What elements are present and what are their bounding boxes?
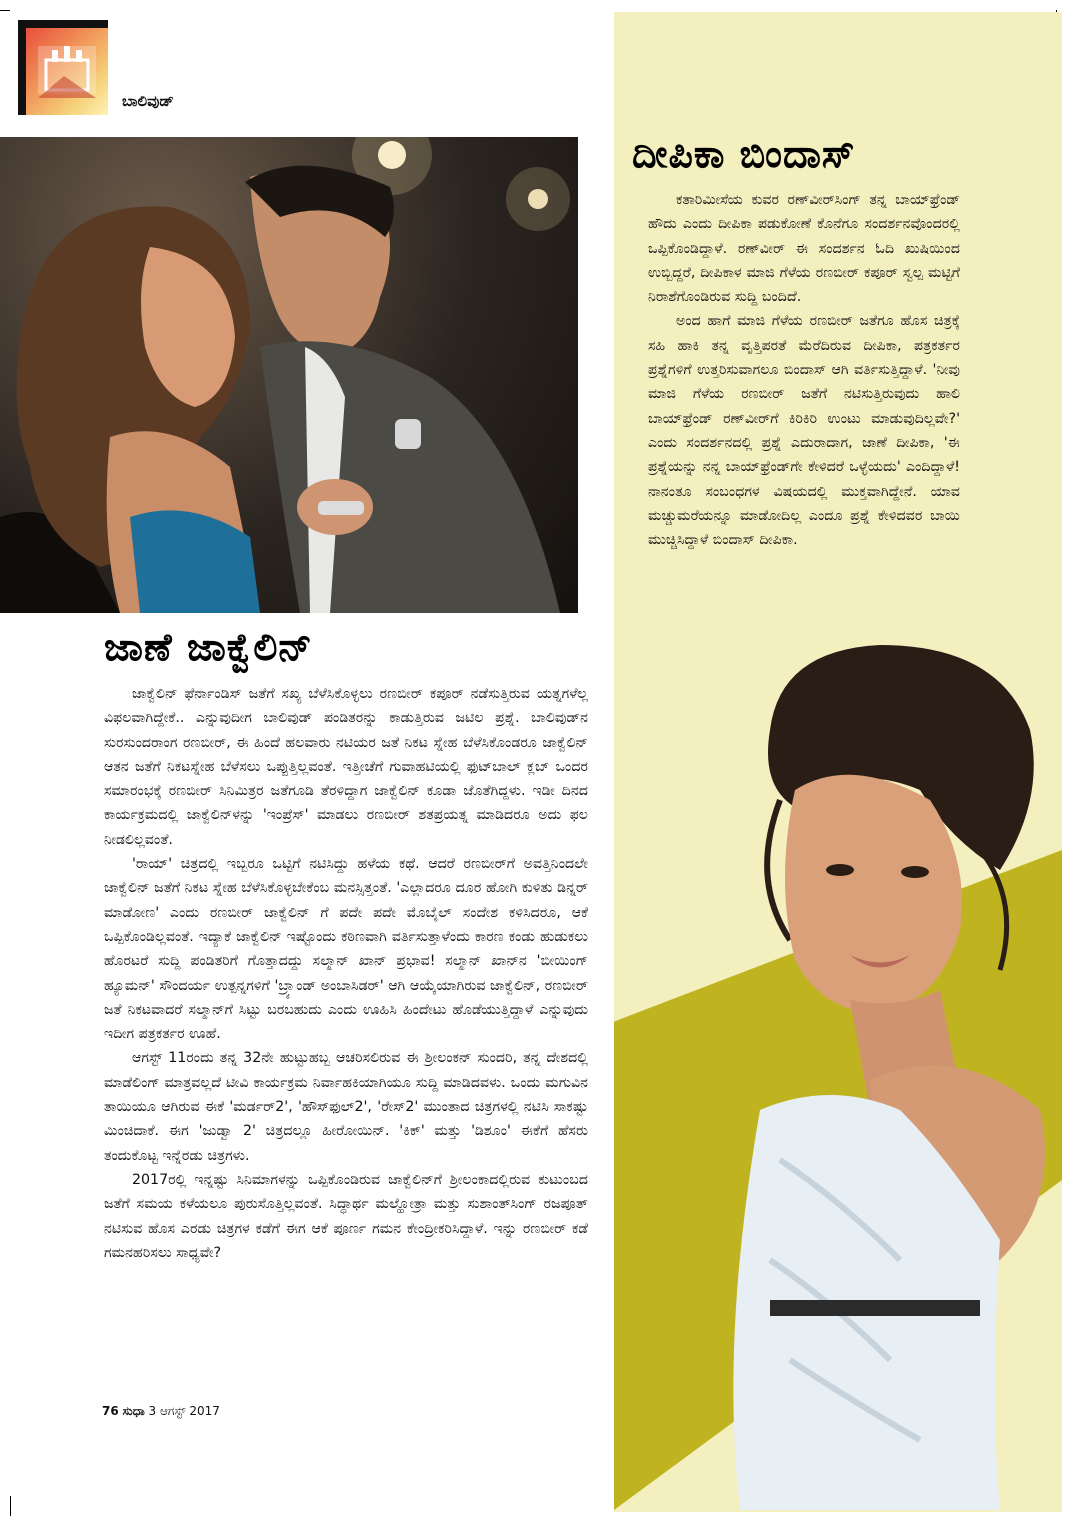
section-label: ಬಾಲಿವುಡ್ [122,92,174,110]
page-footer [102,1404,220,1419]
article-paragraph: ಆಗಸ್ಟ್ 11ರಂದು ತನ್ನ 32ನೇ ಹುಟ್ಟುಹಬ್ಬ ಆಚರಿಸಲಿರುವ ಈ ಶ್ರೀಲಂಕನ್ ಸುಂದರಿ, ತನ್ನ ದೇಶದಲ್ಲಿ ಮಾಡೆಲಿಂಗ್ ಮಾತ್ರವಲ್ಲದೆ ಟೀವಿ ಕಾರ್ಯಕ್ರಮ ನಿರ್ವಾಹಕಿಯಾಗಿಯೂ ಸುದ್ದಿ ಮಾಡಿದವಳು. ಒಂದು ಮಗುವಿನ ತಾಯಿಯೂ ಆಗಿರುವ ಈಕೆ 'ಮರ್ಡರ್2', 'ಹೌಸ್‌ಫುಲ್2', 'ರೇಸ್2' ಮುಂತಾದ ಚಿತ್ರಗಳಲ್ಲಿ ನಟಿಸಿ ಸಾಕಷ್ಟು ಮಿಂಚಿದಾಕೆ. ಈಗ 'ಜುಡ್ವಾ 2' ಚಿತ್ರದಲ್ಲೂ ಹೀರೋಯಿನ್. 'ಕಿಕ್' ಮತ್ತು 'ಡಿಶೂಂ' ಈಕೆಗೆ ಹೆಸರು ತಂದುಕೊಟ್ಟ ಇನ್ನೆರಡು ಚಿತ್ರಗಳು. [104,1050,588,1164]
article-paragraph: ಕತಾರಿಮೀಸೆಯ ಕುವರ ರಣ್‌ವೀರ್‌ಸಿಂಗ್ ತನ್ನ ಬಾಯ್‌ಫ್ರೆಂಡ್ ಹೌದು ಎಂದು ದೀಪಿಕಾ ಪಡುಕೋಣೆ ಕೊನೆಗೂ ಸಂದರ್ಶನವೊಂದರಲ್ಲಿ ಒಪ್ಪಿಕೊಂಡಿದ್ದಾಳೆ. ರಣ್‌ವೀರ್ ಈ ಸಂದರ್ಶನ ಓದಿ ಖುಷಿಯಿಂದ ಉಬ್ಬಿದ್ದರೆ, ದೀಪಿಕಾಳ ಮಾಜಿ ಗೆಳೆಯ ರಣಬೀರ್ ಕಪೂರ್ ಸ್ವಲ್ಪ ಮಟ್ಟಿಗೆ ನಿರಾಶೆಗೊಂಡಿರುವ ಸುದ್ದಿ ಬಂದಿದೆ. [648,192,960,306]
actress-portrait-photo [700,640,1062,1510]
crop-mark-bottom-left [10,1496,11,1516]
crop-mark-top-left [0,10,10,11]
couple-dancing-photo [0,137,578,613]
magazine-name: ಸುಧಾ [122,1404,145,1418]
article-paragraph: ಜಾಕ್ವೆಲಿನ್ ಫೆರ್ನಾಂಡಿಸ್ ಜತೆಗೆ ಸಖ್ಯ ಬೆಳೆಸಿಕೊಳ್ಳಲು ರಣಬೀರ್ ಕಪೂರ್ ನಡೆಸುತ್ತಿರುವ ಯತ್ನಗಳೆಲ್ಲ ವಿಫಲವಾಗಿದ್ದೇಕೆ.. ಎನ್ನುವುದೀಗ ಬಾಲಿವುಡ್ ಪಂಡಿತರನ್ನು ಕಾಡುತ್ತಿರುವ ಜಟಿಲ ಪ್ರಶ್ನೆ. ಬಾಲಿವುಡ್‌ನ ಸುರಸುಂದರಾಂಗ ರಣಬೀರ್, ಈ ಹಿಂದೆ ಹಲವಾರು ನಟಿಯರ ಜತೆ ನಿಕಟ ಸ್ನೇಹ ಬೆಳೆಸಿಕೊಂಡರೂ ಜಾಕ್ವೆಲಿನ್ ಆತನ ಜತೆಗೆ ನಿಕಟಸ್ನೇಹ ಬೆಳೆಸಲು ಒಪ್ಪುತ್ತಿಲ್ಲವಂತೆ. ಇತ್ತೀಚೆಗೆ ಗುವಾಹಟಿಯಲ್ಲಿ ಫುಟ್‌ಬಾಲ್ ಕ್ಲಬ್ ಒಂದರ ಸಮಾರಂಭಕ್ಕೆ ರಣಬೀರ್ ಸಿನಿಮಿತ್ರರ ಜತೆಗೂಡಿ ತೆರಳಿದ್ದಾಗ ಜಾಕ್ವೆಲಿನ್ ಕೂಡಾ ಜೊತೆಗಿದ್ದಳು. ಇಡೀ ದಿನದ ಕಾರ್ಯಕ್ರಮದಲ್ಲಿ ಜಾಕ್ವೆಲಿನ್‌ಳನ್ನು 'ಇಂಪ್ರೆಸ್' ಮಾಡಲು ರಣಬೀರ್ ಶತಪ್ರಯತ್ನ ಮಾಡಿದರೂ ಅದು ಫಲ ನೀಡಲಿಲ್ಲವಂತೆ. [104,686,588,848]
article-paragraph: 'ರಾಯ್' ಚಿತ್ರದಲ್ಲಿ ಇಬ್ಬರೂ ಒಟ್ಟಿಗೆ ನಟಿಸಿದ್ದು ಹಳೆಯ ಕಥೆ. ಆದರೆ ರಣಬೀರ್‌ಗೆ ಅವತ್ತಿನಿಂದಲೇ ಜಾಕ್ವೆಲಿನ್ ಜತೆಗೆ ನಿಕಟ ಸ್ನೇಹ ಬೆಳೆಸಿಕೊಳ್ಳಬೇಕೆಂಬ ಮನಸ್ಸಿತ್ತಂತೆ. 'ಎಲ್ಲಾದರೂ ದೂರ ಹೋಗಿ ಕುಳಿತು ಡಿನ್ನರ್ ಮಾಡೋಣ' ಎಂದು ರಣಬೀರ್ ಜಾಕ್ವೆಲಿನ್ ಗೆ ಪದೇ ಪದೇ ಮೊಬೈಲ್ ಸಂದೇಶ ಕಳಿಸಿದರೂ, ಆಕೆ ಒಪ್ಪಿಕೊಂಡಿಲ್ಲವಂತೆ. ಇದ್ಯಾಕೆ ಜಾಕ್ವೆಲಿನ್ ಇಷ್ಟೊಂದು ಕಠಿಣವಾಗಿ ವರ್ತಿಸುತ್ತಾಳೆಂದು ಕಾರಣ ಕಂಡು ಹುಡುಕಲು ಹೊರಟರೆ ಸುದ್ದಿ ಪಂಡಿತರಿಗೆ ಗೊತ್ತಾದದ್ದು ಸಲ್ಮಾನ್ ಖಾನ್ ಪ್ರಭಾವ! ಸಲ್ಮಾನ್ ಖಾನ್‌ನ 'ಬೀಯಿಂಗ್ ಹ್ಯೂಮನ್' ಸೌಂದರ್ಯ ಉತ್ಪನ್ನಗಳಿಗೆ 'ಬ್ರ್ಯಾಂಡ್ ಅಂಬಾಸಿಡರ್' ಆಗಿ ಆಯ್ಕೆಯಾಗಿರುವ ಜಾಕ್ವೆಲಿನ್, ರಣಬೀರ್ ಜತೆ ನಿಕಟವಾದರೆ ಸಲ್ಮಾನ್‌ಗೆ ಸಿಟ್ಟು ಬರಬಹುದು ಎಂದು ಊಹಿಸಿ ಹಿಂದೇಟು ಹೊಡೆಯುತ್ತಿದ್ದಾಳೆ ಎನ್ನುವುದು ಇದೀಗ ಪತ್ರಕರ್ತರ ಊಹೆ. [104,856,588,1043]
page-number: 76 [102,1404,119,1418]
headline-deepika: ದೀಪಿಕಾ ಬಿಂದಾಸ್ [632,132,856,176]
article-deepika [648,188,960,552]
article-paragraph: ಅಂದ ಹಾಗೆ ಮಾಜಿ ಗೆಳೆಯ ರಣಬೀರ್ ಜತೆಗೂ ಹೊಸ ಚಿತ್ರಕ್ಕೆ ಸಹಿ ಹಾಕಿ ತನ್ನ ವೃತ್ತಿಪರತೆ ಮೆರೆದಿರುವ ದೀಪಿಕಾ, ಪತ್ರಕರ್ತರ ಪ್ರಶ್ನೆಗಳಿಗೆ ಉತ್ತರಿಸುವಾಗಲೂ ಬಿಂದಾಸ್ ಆಗಿ ವರ್ತಿಸುತ್ತಿದ್ದಾಳೆ. 'ನೀವು ಮಾಜಿ ಗೆಳೆಯ ರಣಬೀರ್ ಜತೆಗೆ ನಟಿಸುತ್ತಿರುವುದು ಹಾಲಿ ಬಾಯ್‌ಫ್ರೆಂಡ್ ರಣ್‌ವೀರ್‌ಗೆ ಕಿರಿಕಿರಿ ಉಂಟು ಮಾಡುವುದಿಲ್ಲವೇ?' ಎಂದು ಸಂದರ್ಶನದಲ್ಲಿ ಪ್ರಶ್ನೆ ಎದುರಾದಾಗ, ಜಾಣೆ ದೀಪಿಕಾ, 'ಈ ಪ್ರಶ್ನೆಯನ್ನು ನನ್ನ ಬಾಯ್‌ಫ್ರೆಂಡ್‌ಗೇ ಕೇಳಿದರೆ ಒಳ್ಳೆಯದು' ಎಂದಿದ್ದಾಳೆ! ನಾನಂತೂ ಸಂಬಂಧಗಳ ವಿಷಯದಲ್ಲಿ ಮುಕ್ತವಾಗಿದ್ದೇನೆ. ಯಾವ ಮಚ್ಚುಮರೆಯನ್ನೂ ಮಾಡೋದಿಲ್ಲ ಎಂದೂ ಪ್ರಶ್ನೆ ಕೇಳಿದವರ ಬಾಯಿ ಮುಚ್ಚಿಸಿದ್ದಾಳೆ ಬಿಂದಾಸ್ ದೀಪಿಕಾ. [648,313,960,549]
section-logo [18,20,108,115]
headline-jacqueline: ಜಾಣೆ ಜಾಕ್ವೆಲಿನ್ [104,625,313,669]
article-paragraph: 2017ರಲ್ಲಿ ಇನ್ನಷ್ಟು ಸಿನಿಮಾಗಳನ್ನು ಒಪ್ಪಿಕೊಂಡಿರುವ ಜಾಕ್ವೆಲಿನ್‌ಗೆ ಶ್ರೀಲಂಕಾದಲ್ಲಿರುವ ಕುಟುಂಬದ ಜತೆಗೆ ಸಮಯ ಕಳೆಯಲೂ ಪುರುಸೊತ್ತಿಲ್ಲವಂತೆ. ಸಿದ್ಧಾರ್ಥ ಮಲ್ಹೋತ್ರಾ ಮತ್ತು ಸುಶಾಂತ್‌ಸಿಂಗ್ ರಜಪೂತ್ ನಟಿಸುವ ಹೊಸ ಎರಡು ಚಿತ್ರಗಳ ಕಡೆಗೆ ಈಗ ಆಕೆ ಪೂರ್ಣ ಗಮನ ಕೇಂದ್ರೀಕರಿಸಿದ್ದಾಳೆ. ಇನ್ನು ರಣಬೀರ್ ಕಡೆ ಗಮನಹರಿಸಲು ಸಾಧ್ಯವೇ? [104,1171,588,1261]
issue-date: 3 ಆಗಸ್ಟ್ 2017 [148,1404,220,1418]
article-jacqueline [104,682,588,1265]
film-clapper-icon [34,36,100,102]
